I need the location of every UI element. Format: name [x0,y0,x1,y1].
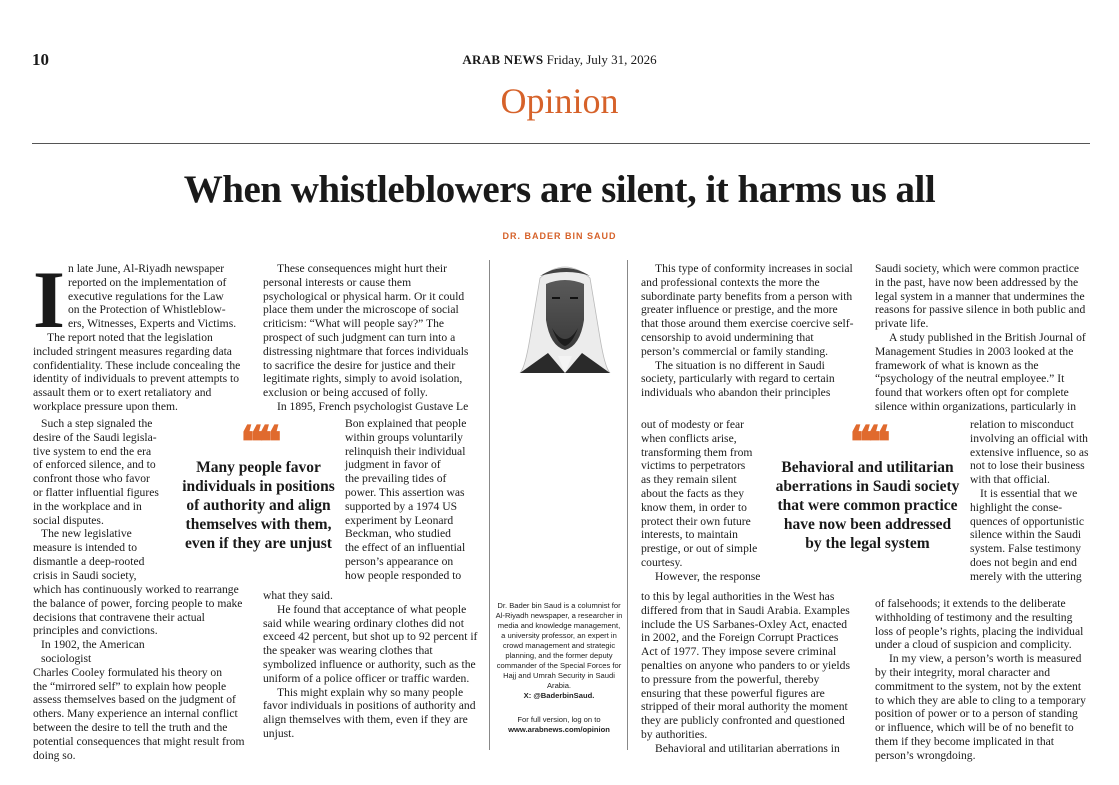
drop-cap: I [33,254,65,345]
col4-line: courtesy. [641,555,683,569]
col4-line: prestige, or out of simple [641,542,758,556]
col1-line: social disputes. [33,513,104,527]
col4-line: as they remain silent [641,473,737,487]
col5-line: quences of opportunistic [970,514,1084,528]
full-version-note: For full version, log on to [517,715,601,724]
col5-paragraph: In my view, a person’s worth is measured by their integrity, moral character and commitment to the system, not by the extent to which they are able to cling to a temporary position of power or to a person of standing or influence, which will be of no benefit to them if they become implicated in that person’s wrongdoing. [875,652,1086,762]
col2-body [263,262,478,414]
col4-line: transforming them from [641,445,753,459]
masthead-date: Friday, July 31, 2026 [546,52,657,67]
col2-line: power. This assertion was [345,485,465,499]
col1-line: desire of the Saudi legisla- [33,430,157,444]
col1-lead-line: on the Protection of Whistleblow- [68,303,226,317]
col2-narrow [345,417,478,583]
col4-paragraph: to this by legal authorities in the West has differed from that in Saudi Arabia. Examples include the US Sarbanes-Oxley Act, enacted in 2002, and the Foreign Corrupt Practices Act of 1977. They impose severe criminal penalties on anyone who panders to or yields to pressure from the powerful, thereby ensuring that these powerful figures are stripped of their moral authority the moment they are publicly confronted and questioned by authorities. [641,590,850,741]
col5-narrow [970,418,1092,584]
quote-mark-icon: ❝❝ [849,418,885,467]
col2-line: the prevailing tides of [345,472,447,486]
col1-lead-line: executive regulations for the Law [68,289,224,303]
col5-line: silence within the Saudi [970,528,1082,542]
col1-lead-line: ers, Witnesses, Experts and Victims. [68,317,237,331]
col5-line: highlight the conse- [970,500,1063,514]
col2-line: person’s appearance on [345,554,454,568]
col2-line: judgment in favor of [345,458,441,472]
col5-line: does not begin and end [970,555,1077,569]
col5-paragraph: Saudi society, which were common practice in the past, have now been addressed by the legal system in a manner that undermines the reasons for passive silence in both public and private life. [875,262,1086,331]
divider [32,143,1090,144]
col5-paragraph: A study published in the British Journal of Management Studies in 2003 looked at the framework of what is known as the “psychology of the neutral employee.” It found that workers often opt for complete silence within organizations, particularly in [875,330,1086,413]
col1-line: measure is intended to [33,541,137,555]
col4-line: The situation is no different in Saudi [655,358,825,372]
col5-line: system. False testimony [970,542,1082,556]
col4-line: out of modesty or fear [641,418,745,431]
col5-line: involving an official with [970,431,1088,445]
col1-lead-line: n late June, Al-Riyadh newspaper [68,262,225,275]
col4-line: about the facts as they [641,486,745,500]
col2-line: how people responded to [345,568,462,582]
masthead [0,52,1119,68]
col2-line: supported by a 1974 US [345,499,458,513]
col4-body [641,262,854,400]
col2-paragraph: These consequences might hurt their personal interests or cause them psychological or physical harm. Or it could place them under the microscope of social criticism: “What will people say?” The prospect of such judgment can turn into a distressing nightmare that forces individuals to sacrifice the desire for justice and their legitimate rights, simply to avoid isolation, exclusion or being accused of folly. [263,262,469,400]
col1-line: crisis in Saudi society, [33,568,137,582]
col2-paragraph: what they said. [263,589,333,602]
col2-line: experiment by Leonard [345,513,454,527]
col5-line: relation to misconduct [970,418,1074,431]
col2-line: Beckman, who studied [345,527,451,541]
col4-line: individuals who abandon their principles [641,386,831,400]
col2-line: Bon explained that people [345,417,467,430]
col5-body-bottom [875,597,1090,763]
headline: When whistleblowers are silent, it harms us all [183,168,936,211]
col2-line: within groups voluntarily [345,430,463,444]
masthead-brand: ARAB NEWS [462,52,544,67]
col1-lead [68,262,246,331]
page-number: 10 [32,50,49,69]
section-title: Opinion [500,81,619,121]
col2-paragraph: He found that acceptance of what people said while wearing ordinary clothes did not exceed 42 percent, but shot up to 92 percent if the speaker was wearing clothes that symbolized influence or authority, such as the uniform of a police officer or traffic warden. [263,602,478,685]
col1-body-bottom [33,583,246,762]
col2-paragraph: In 1895, French psychologist Gustave Le [277,399,469,413]
col1-paragraph: which has continuously worked to rearrange the balance of power, forcing people to make decisions that contravene their actual principles and convictions. [33,583,243,638]
col1-line: In 1902, the American sociologist [41,638,145,665]
column-divider [627,260,628,750]
col5-body [875,262,1090,414]
col4-line: interests, to maintain [641,528,738,542]
col1-body [33,331,246,414]
col1-line: confront those who favor [33,472,150,486]
col4-body-bottom [641,590,854,756]
col1-line: of enforced silence, and to [33,458,156,472]
col4-line: protect their own future [641,514,751,528]
author-bio [495,601,623,735]
col5-line: merely with the uttering [970,569,1082,583]
col5-line: with that official. [970,473,1050,487]
col1-line: The new legislative [41,527,132,541]
col1-line: tive system to end the era [33,444,152,458]
quote-mark-icon: ❝❝ [240,418,276,467]
author-photo [510,258,620,373]
col1-narrow [33,417,183,583]
col5-line: It is essential that we [980,486,1078,500]
col4-line: when conflicts arise, [641,431,737,445]
col5-line: not to lose their business [970,459,1085,473]
col5-line: extensive influence, so as [970,445,1089,459]
col1-line: dismantle a deep-rooted [33,554,145,568]
col4-paragraph: This type of conformity increases in social and professional contexts the more the subordinate party benefits from a person with greater influence or prestige, and the more that those around them exercise coercive self-censorship to avoid undermining that person’s commercial or family standing. [641,262,854,358]
col1-line: Such a step signaled the [41,417,153,430]
author-handle: X: @BaderbinSaud. [523,691,595,700]
pull-quote: Many people favor individuals in positions of authority and align themselves with them, even if they are unjust [182,459,335,552]
col4-line: victims to perpetrators [641,459,746,473]
pull-quote: Behavioral and utilitarian aberrations in Saudi society that were common practice have now been addressed by the legal system [775,459,960,552]
col1-paragraph: The report noted that the legislation included stringent measures regarding data confidentiality. These include concealing the identity of individuals to prevent attempts to assault them or to exert retaliatory and workplace pressure upon them. [33,331,241,413]
col1-line: in the workplace and in [33,499,142,513]
col1-line: or flatter influential figures [33,485,159,499]
col4-paragraph: Behavioral and utilitarian aberrations in [655,741,840,755]
col1-lead-line: reported on the implementation of [68,275,227,289]
full-version-link[interactable]: www.arabnews.com/opinion [508,725,610,734]
col4-line: know them, in order to [641,500,747,514]
col2-line: relinquish their individual [345,444,466,458]
col2-paragraph: This might explain why so many people favor individuals in positions of authority and align themselves with them, even if they are unjust. [263,685,476,740]
col2-body-bottom [263,589,478,741]
col4-line: society, particularly with regard to certain [641,372,835,386]
col5-paragraph: of falsehoods; it extends to the deliberate withholding of testimony and the resulting loss of people’s rights, placing the individual under a cloud of suspicion and complicity. [875,597,1084,652]
col2-line: the effect of an influential [345,541,466,555]
column-divider [489,260,490,750]
col1-paragraph: the “mirrored self” to explain how people assess themselves based on the judgment of others. Many experience an internal conflict between the desire to tell the truth and the potential consequences that might result from doing so. [33,679,245,762]
byline: DR. BADER BIN SAUD [502,231,617,241]
bio-text: Dr. Bader bin Saud is a columnist for Al-Riyadh newspaper, a researcher in media and knowledge management, a university professor, an expert in crowd management and strategic planning, and the former deputy commander of the Special Forces for Hajj and Umrah Security in Saudi Arabia. [495,601,623,690]
col4-narrow [641,418,781,584]
col4-line: However, the response [655,569,761,583]
col1-line: Charles Cooley formulated his theory on [33,665,223,679]
